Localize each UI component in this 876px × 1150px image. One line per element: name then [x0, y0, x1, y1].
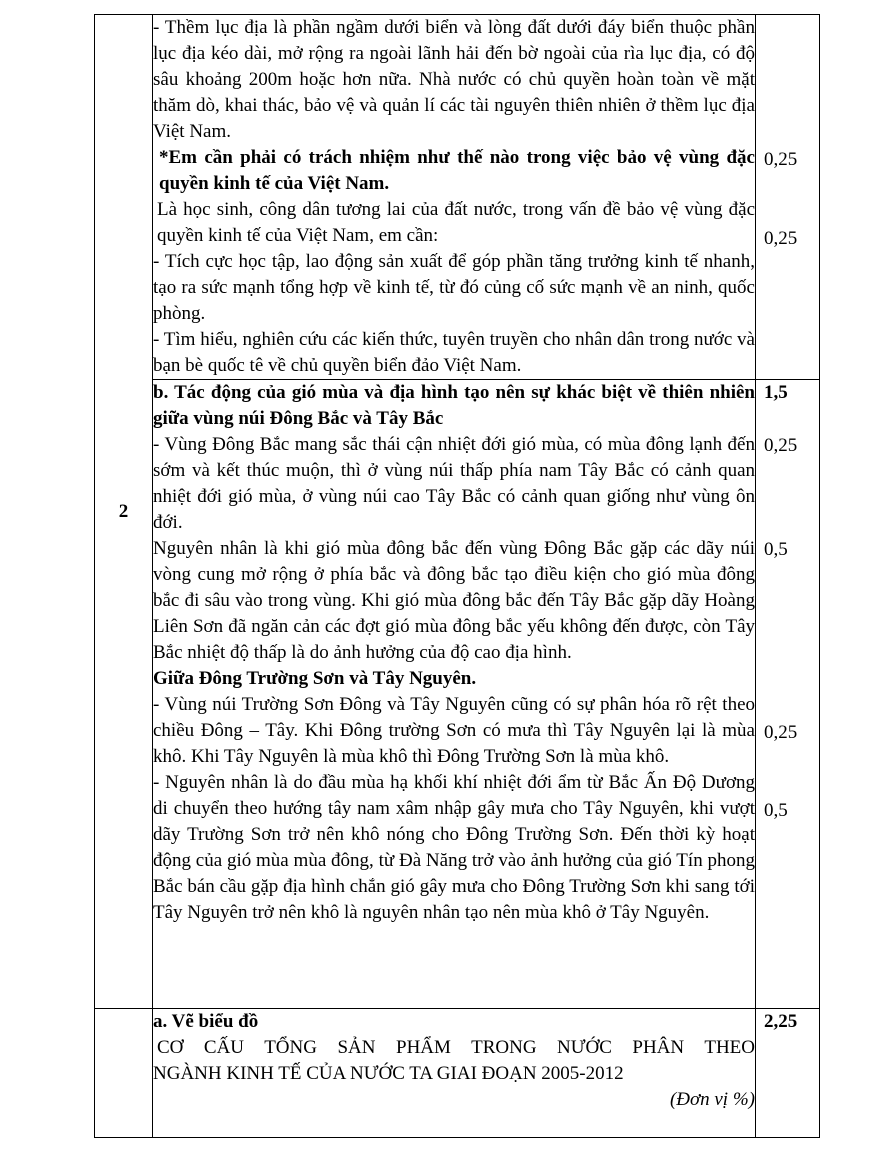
paragraph: Là học sinh, công dân tương lai của đất nước, trong vấn đề bảo vệ vùng đặc quyền kinh tế của Việt Nam, em cần:	[157, 199, 755, 246]
table-row	[95, 15, 820, 380]
paragraph: - Vùng núi Trường Sơn Đông và Tây Nguyên cũng có sự phân hóa rõ rệt theo chiều Đông – Tây. Khi Đông trường Sơn có mưa thì Tây Nguyên lại là mùa khô. Khi Tây Nguyên là mùa khô thì Đông Trường Sơn là mùa khô.	[153, 694, 755, 767]
score-value: 0,5	[764, 800, 788, 821]
unit-label: (Đơn vị %)	[669, 1089, 755, 1110]
score-column	[756, 380, 820, 1009]
score-value: 1,5	[764, 382, 788, 403]
section-subheading: Giữa Đông Trường Sơn và Tây Nguyên.	[153, 668, 477, 689]
score-value: 0,5	[764, 539, 788, 560]
chart-task-heading: a. Vẽ biểu đồ	[153, 1011, 259, 1032]
responsibility-heading: *Em cần phải có trách nhiệm như thế nào trong việc bảo vệ vùng đặc quyền kinh tế của Việt Nam.	[159, 147, 755, 194]
section-heading: b. Tác động của gió mùa và địa hình tạo nên sự khác biệt về thiên nhiên giữa vùng núi Đông Bắc và Tây Bắc	[153, 382, 755, 429]
paragraph: - Vùng Đông Bắc mang sắc thái cận nhiệt đới gió mùa, có mùa đông lạnh đến sớm và kết thúc muộn, thì ở vùng núi thấp phía nam Tây Bắc có cảnh quan nhiệt đới gió mùa, ở vùng núi cao Tây Bắc có cảnh quan giống như vùng ôn đới.	[153, 434, 755, 533]
empty-cell	[95, 1009, 153, 1138]
score-value: 0,25	[764, 228, 798, 249]
score-column	[756, 15, 820, 380]
table-row	[95, 1009, 820, 1138]
paragraph: - Tìm hiểu, nghiên cứu các kiến thức, tuyên truyền cho nhân dân trong nước và bạn bè quốc tê về chủ quyền biển đảo Việt Nam.	[153, 329, 755, 376]
paragraph: - Thềm lục địa là phần ngầm dưới biển và lòng đất dưới đáy biển thuộc phần lục địa kéo dài, mở rộng ra ngoài lãnh hải đến bờ ngoài của rìa lục địa, có độ sâu khoảng 200m hoặc hơn nữa. Nhà nước có chủ quyền hoàn toàn về mặt thăm dò, khai thác, bảo vệ và quản lí các tài nguyên thiên nhiên ở thềm lục địa Việt Nam.	[153, 17, 755, 142]
chart-title-line: NGÀNH KINH TẾ CỦA NƯỚC TA GIAI ĐOẠN 2005-2012	[153, 1063, 624, 1084]
score-value: 2,25	[764, 1011, 798, 1032]
paragraph: - Tích cực học tập, lao động sản xuất để góp phần tăng trưởng kinh tế nhanh, tạo ra sức mạnh tổng hợp về kinh tế, từ đó củng cố sức mạnh về an ninh, quốc phòng.	[153, 251, 755, 324]
score-value: 0,25	[764, 149, 798, 170]
table-row	[95, 380, 820, 1009]
score-column	[756, 1009, 820, 1138]
monsoon-content	[153, 380, 756, 1009]
paragraph: - Nguyên nhân là do đầu mùa hạ khối khí nhiệt đới ẩm từ Bắc Ấn Độ Dương di chuyển theo hướng tây nam xâm nhập gây mưa cho Tây Nguyên, khi vượt dãy Trường Sơn trở nên khô nóng cho Đông Trường Sơn. Đến thời kỳ hoạt động của gió mùa mùa đông, từ Đà Năng trở vào ảnh hưởng của gió Tín phong Bắc bán cầu gặp địa hình chắn gió gây mưa cho Đông Trường Sơn khi sang tới Tây Nguyên trở nên khô là nguyên nhân tạo nên mùa khô ở Tây Nguyên.	[153, 772, 755, 923]
score-value: 0,25	[764, 722, 798, 743]
chart-title-line: CƠ CẤU TỔNG SẢN PHẨM TRONG NƯỚC PHÂN THEO	[157, 1037, 755, 1058]
paragraph: Nguyên nhân là khi gió mùa đông bắc đến vùng Đông Bắc gặp các dãy núi vòng cung mở rộng ở phía bắc và đông bắc tạo điều kiện cho gió mùa đông bắc đi sâu vào trong vùng. Khi gió mùa đông bắc đến Tây Bắc gặp dãy Hoàng Liên Sơn đã ngăn cản các đợt gió mùa đông bắc yếu không đến được, còn Tây Bắc nhiệt độ thấp là do ảnh hưởng của độ cao địa hình.	[153, 538, 755, 663]
continental-shelf-content	[153, 15, 756, 380]
chart-task-content	[153, 1009, 756, 1138]
answer-table	[94, 14, 820, 1138]
question-number: 2	[95, 15, 153, 1009]
score-value: 0,25	[764, 435, 798, 456]
